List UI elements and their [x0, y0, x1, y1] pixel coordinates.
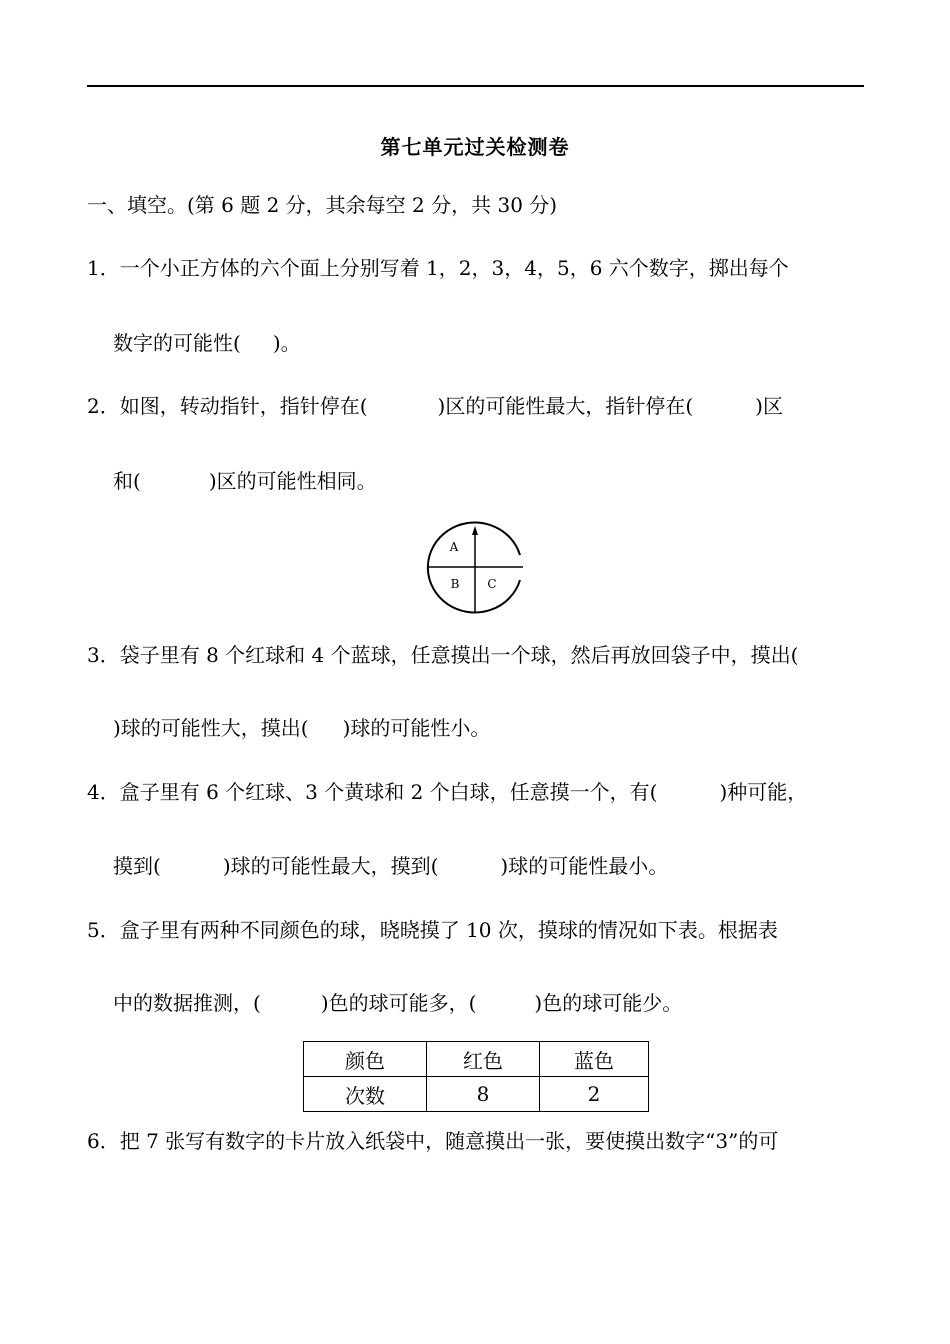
question-3-line-2 — [113, 714, 490, 742]
spinner-figure — [426, 520, 526, 615]
question-5-line-2 — [113, 989, 682, 1017]
q2-text-4: 和( — [113, 469, 141, 493]
q2-text-2: )区的可能性最大，指针停在( — [437, 394, 694, 418]
spinner-arrow-head — [472, 526, 478, 535]
q1-text-after-blank: )。 — [272, 331, 301, 355]
question-5-line-1: 5．盒子里有两种不同颜色的球，晓晓摸了 10 次，摸球的情况如下表。根据表 — [87, 918, 778, 942]
q4-text-4: )球的可能性最大，摸到( — [222, 854, 439, 878]
spinner-region-a: A — [449, 540, 459, 554]
question-4-line-1 — [87, 778, 807, 806]
section-heading: 一、填空。(第 6 题 2 分，其余每空 2 分，共 30 分) — [87, 193, 558, 217]
spinner-region-b: B — [450, 577, 460, 591]
question-1-line-2 — [113, 329, 301, 357]
q4-text-5: )球的可能性最小。 — [500, 854, 669, 878]
q5-text-3: )色的球可能少。 — [534, 991, 683, 1015]
q2-text-3: )区 — [755, 394, 783, 418]
question-2-line-1 — [87, 392, 783, 420]
spinner-region-c: C — [487, 577, 497, 591]
question-1-line-1: 1．一个小正方体的六个面上分别写着 1，2，3，4，5，6 六个数字，掷出每个 — [87, 256, 789, 280]
question-3-line-1: 3．袋子里有 8 个红球和 4 个蓝球，任意摸出一个球，然后再放回袋子中，摸出( — [87, 643, 799, 667]
table-row — [304, 1042, 649, 1077]
q4-text-2: )种可能， — [719, 780, 808, 804]
q3-text-2: )球的可能性小。 — [342, 716, 491, 740]
table-cell-red-count: 8 — [427, 1077, 540, 1112]
table-header-red: 红色 — [427, 1042, 540, 1077]
table-row — [304, 1077, 649, 1112]
question-6-line-1: 6．把 7 张写有数字的卡片放入纸袋中，随意摸出一张，要使摸出数字“3”的可 — [87, 1129, 779, 1153]
q5-text-1: 中的数据推测，( — [113, 991, 261, 1015]
table-header-blue: 蓝色 — [540, 1042, 649, 1077]
page-title: 第七单元过关检测卷 — [380, 135, 570, 159]
table-header-color: 颜色 — [304, 1042, 427, 1077]
question-2-line-2 — [113, 467, 377, 495]
q2-text-5: )区的可能性相同。 — [208, 469, 377, 493]
q2-text-1: 2．如图，转动指针，指针停在( — [87, 394, 368, 418]
q1-text-before-blank: 数字的可能性( — [113, 331, 241, 355]
table-cell-label: 次数 — [304, 1077, 427, 1112]
q4-text-3: 摸到( — [113, 854, 161, 878]
top-rule — [87, 85, 864, 87]
table-cell-blue-count: 2 — [540, 1077, 649, 1112]
question-4-line-2 — [113, 852, 668, 880]
q3-text-1: )球的可能性大，摸出( — [113, 716, 309, 740]
ball-tally-table — [303, 1041, 649, 1112]
q4-text-1: 4．盒子里有 6 个红球、3 个黄球和 2 个白球，任意摸一个，有( — [87, 780, 658, 804]
q5-text-2: )色的球可能多，( — [320, 991, 477, 1015]
